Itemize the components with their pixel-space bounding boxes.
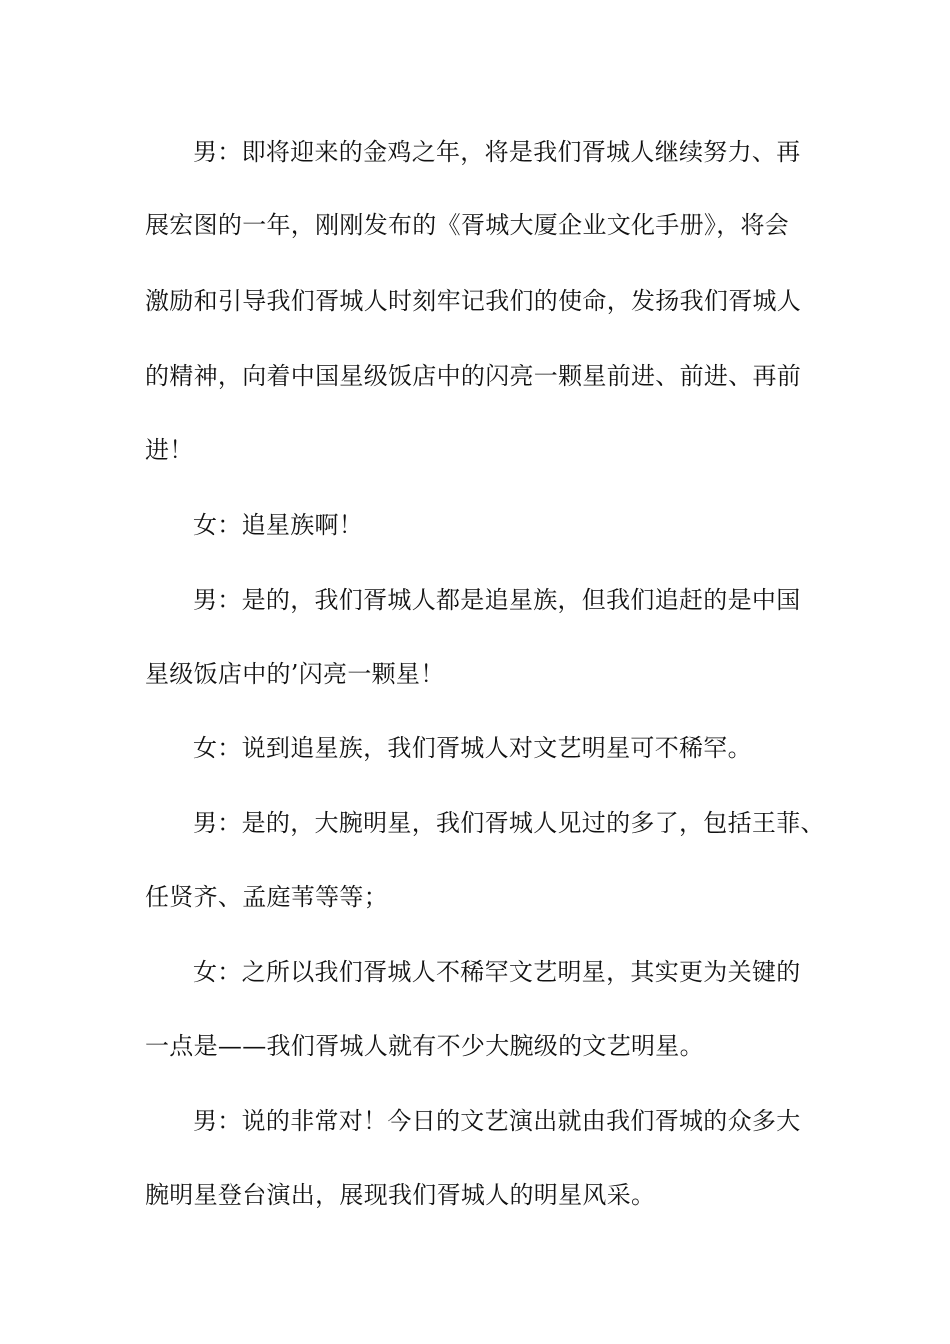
paragraph-3-line-2: 星级饭店中的’闪亮一颗星！ <box>145 660 445 688</box>
paragraph-6-line-2: 一点是——我们胥城人就有不少大腕级的文艺明星。 <box>145 1032 704 1060</box>
paragraph-1-line-2: 展宏图的一年，刚刚发布的《胥城大厦企业文化手册》，将会 <box>145 211 790 239</box>
paragraph-5-line-2: 任贤齐、孟庭苇等等； <box>145 883 388 911</box>
paragraph-1-line-4: 的精神，向着中国星级饭店中的闪亮一颗星前进、前进、再前 <box>145 362 802 390</box>
paragraph-2-line-1: 女：追星族啊！ <box>193 511 364 539</box>
paragraph-6-line-1: 女：之所以我们胥城人不稀罕文艺明星，其实更为关键的 <box>193 958 801 986</box>
paragraph-7-line-1: 男：说的非常对！今日的文艺演出就由我们胥城的众多大 <box>193 1107 801 1135</box>
paragraph-5-line-1: 男：是的，大腕明星，我们胥城人见过的多了，包括王菲、 <box>193 809 825 837</box>
paragraph-1-line-3: 激励和引导我们胥城人时刻牢记我们的使命，发扬我们胥城人 <box>145 287 802 315</box>
paragraph-1-line-1: 男：即将迎来的金鸡之年，将是我们胥城人继续努力、再 <box>193 138 801 166</box>
paragraph-4-line-1: 女：说到追星族，我们胥城人对文艺明星可不稀罕。 <box>193 734 752 762</box>
paragraph-1-line-5: 进！ <box>145 436 194 464</box>
paragraph-7-line-2: 腕明星登台演出，展现我们胥城人的明星风采。 <box>145 1181 656 1209</box>
paragraph-3-line-1: 男：是的，我们胥城人都是追星族，但我们追赶的是中国 <box>193 586 801 614</box>
